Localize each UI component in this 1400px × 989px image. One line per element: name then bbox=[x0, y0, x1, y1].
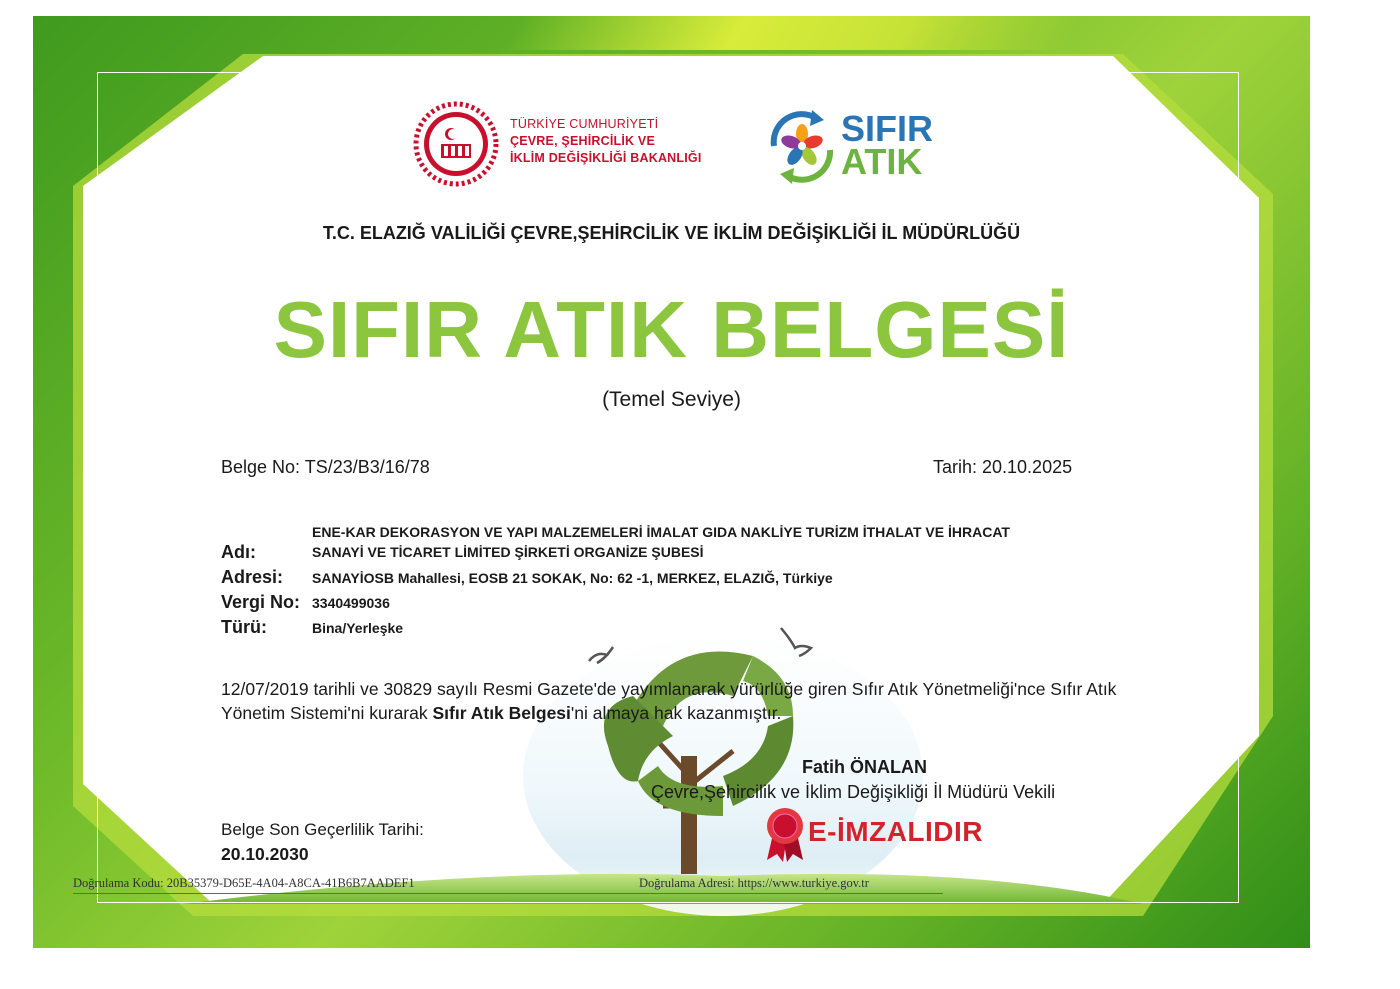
statement-bold: Sıfır Atık Belgesi bbox=[432, 703, 571, 723]
seal-ribbon-icon bbox=[763, 806, 807, 862]
verification-code: Doğrulama Kodu: 20B35379-D65E-4A04-A8CA-41B6B7AADEF1 bbox=[73, 876, 415, 890]
certificate-statement bbox=[221, 677, 1121, 725]
company-name-line-2: SANAYİ VE TİCARET LİMİTED ŞİRKETİ ORGANİZE ŞUBESİ bbox=[312, 544, 704, 560]
issue-date: Tarih: 20.10.2025 bbox=[933, 457, 1073, 477]
certificate-level: (Temel Seviye) bbox=[602, 388, 741, 411]
validity-label: Belge Son Geçerlilik Tarihi: bbox=[221, 820, 424, 839]
signer-title: Çevre,Şehircilik ve İklim Değişikliği İl Müdürü Vekili bbox=[651, 782, 1056, 802]
logo-word-atik: ATIK bbox=[841, 141, 923, 182]
type-label: Türü: bbox=[221, 617, 267, 637]
logo-word-sifir: SIFIR bbox=[841, 108, 934, 149]
certificate-title: SIFIR ATIK BELGESİ bbox=[273, 285, 1070, 374]
ministry-line-2: ÇEVRE, ŞEHİRCİLİK VE bbox=[510, 134, 655, 148]
e-signed-stamp: E-İMZALIDIR bbox=[808, 816, 984, 847]
type-value: Bina/Yerleşke bbox=[312, 620, 404, 636]
ministry-line-1: TÜRKİYE CUMHURİYETİ bbox=[510, 117, 659, 131]
tax-label: Vergi No: bbox=[221, 592, 301, 612]
certificate bbox=[33, 16, 1310, 948]
ministry-name bbox=[510, 116, 740, 167]
divider bbox=[73, 893, 943, 894]
document-number: Belge No: TS/23/B3/16/78 bbox=[221, 457, 430, 477]
tax-value: 3340499036 bbox=[312, 595, 390, 611]
ministry-line-3: İKLİM DEĞİŞİKLİĞİ BAKANLIĞI bbox=[510, 151, 702, 165]
verification-url: Doğrulama Adresi: https://www.turkiye.gov.tr bbox=[639, 876, 869, 890]
inner-frame bbox=[97, 72, 1239, 903]
issuing-directorate: T.C. ELAZIĞ VALİLİĞİ ÇEVRE,ŞEHİRCİLİK VE İKLİM DEĞİŞİKLİĞİ İL MÜDÜRLÜĞÜ bbox=[322, 223, 1021, 243]
statement-text: 12/07/2019 tarihli ve 30829 sayılı Resmi Gazete'de yayımlanarak yürürlüğe giren Sıfır Atık Yönetmeliği'nce Sıfır Atık Yönetim Sistemi'ni kurarak bbox=[221, 679, 1117, 723]
company-name-line-1: ENE-KAR DEKORASYON VE YAPI MALZEMELERİ İMALAT GIDA NAKLİYE TURİZM İTHALAT VE İHRACAT bbox=[312, 524, 1010, 540]
recycle-flower-logo-icon bbox=[766, 106, 838, 186]
sifir-atik-logo-text bbox=[841, 108, 934, 182]
address-label: Adresi: bbox=[221, 567, 284, 587]
signer-name: Fatih ÖNALAN bbox=[802, 757, 927, 777]
address-value: SANAYİOSB Mahallesi, EOSB 21 SOKAK, No: 62 -1, MERKEZ, ELAZIĞ, Türkiye bbox=[312, 570, 833, 586]
statement-end: 'ni almaya hak kazanmıştır. bbox=[570, 703, 782, 723]
ministry-emblem-icon bbox=[411, 96, 501, 192]
validity-date: 20.10.2030 bbox=[221, 844, 309, 864]
name-label: Adı: bbox=[221, 542, 256, 562]
